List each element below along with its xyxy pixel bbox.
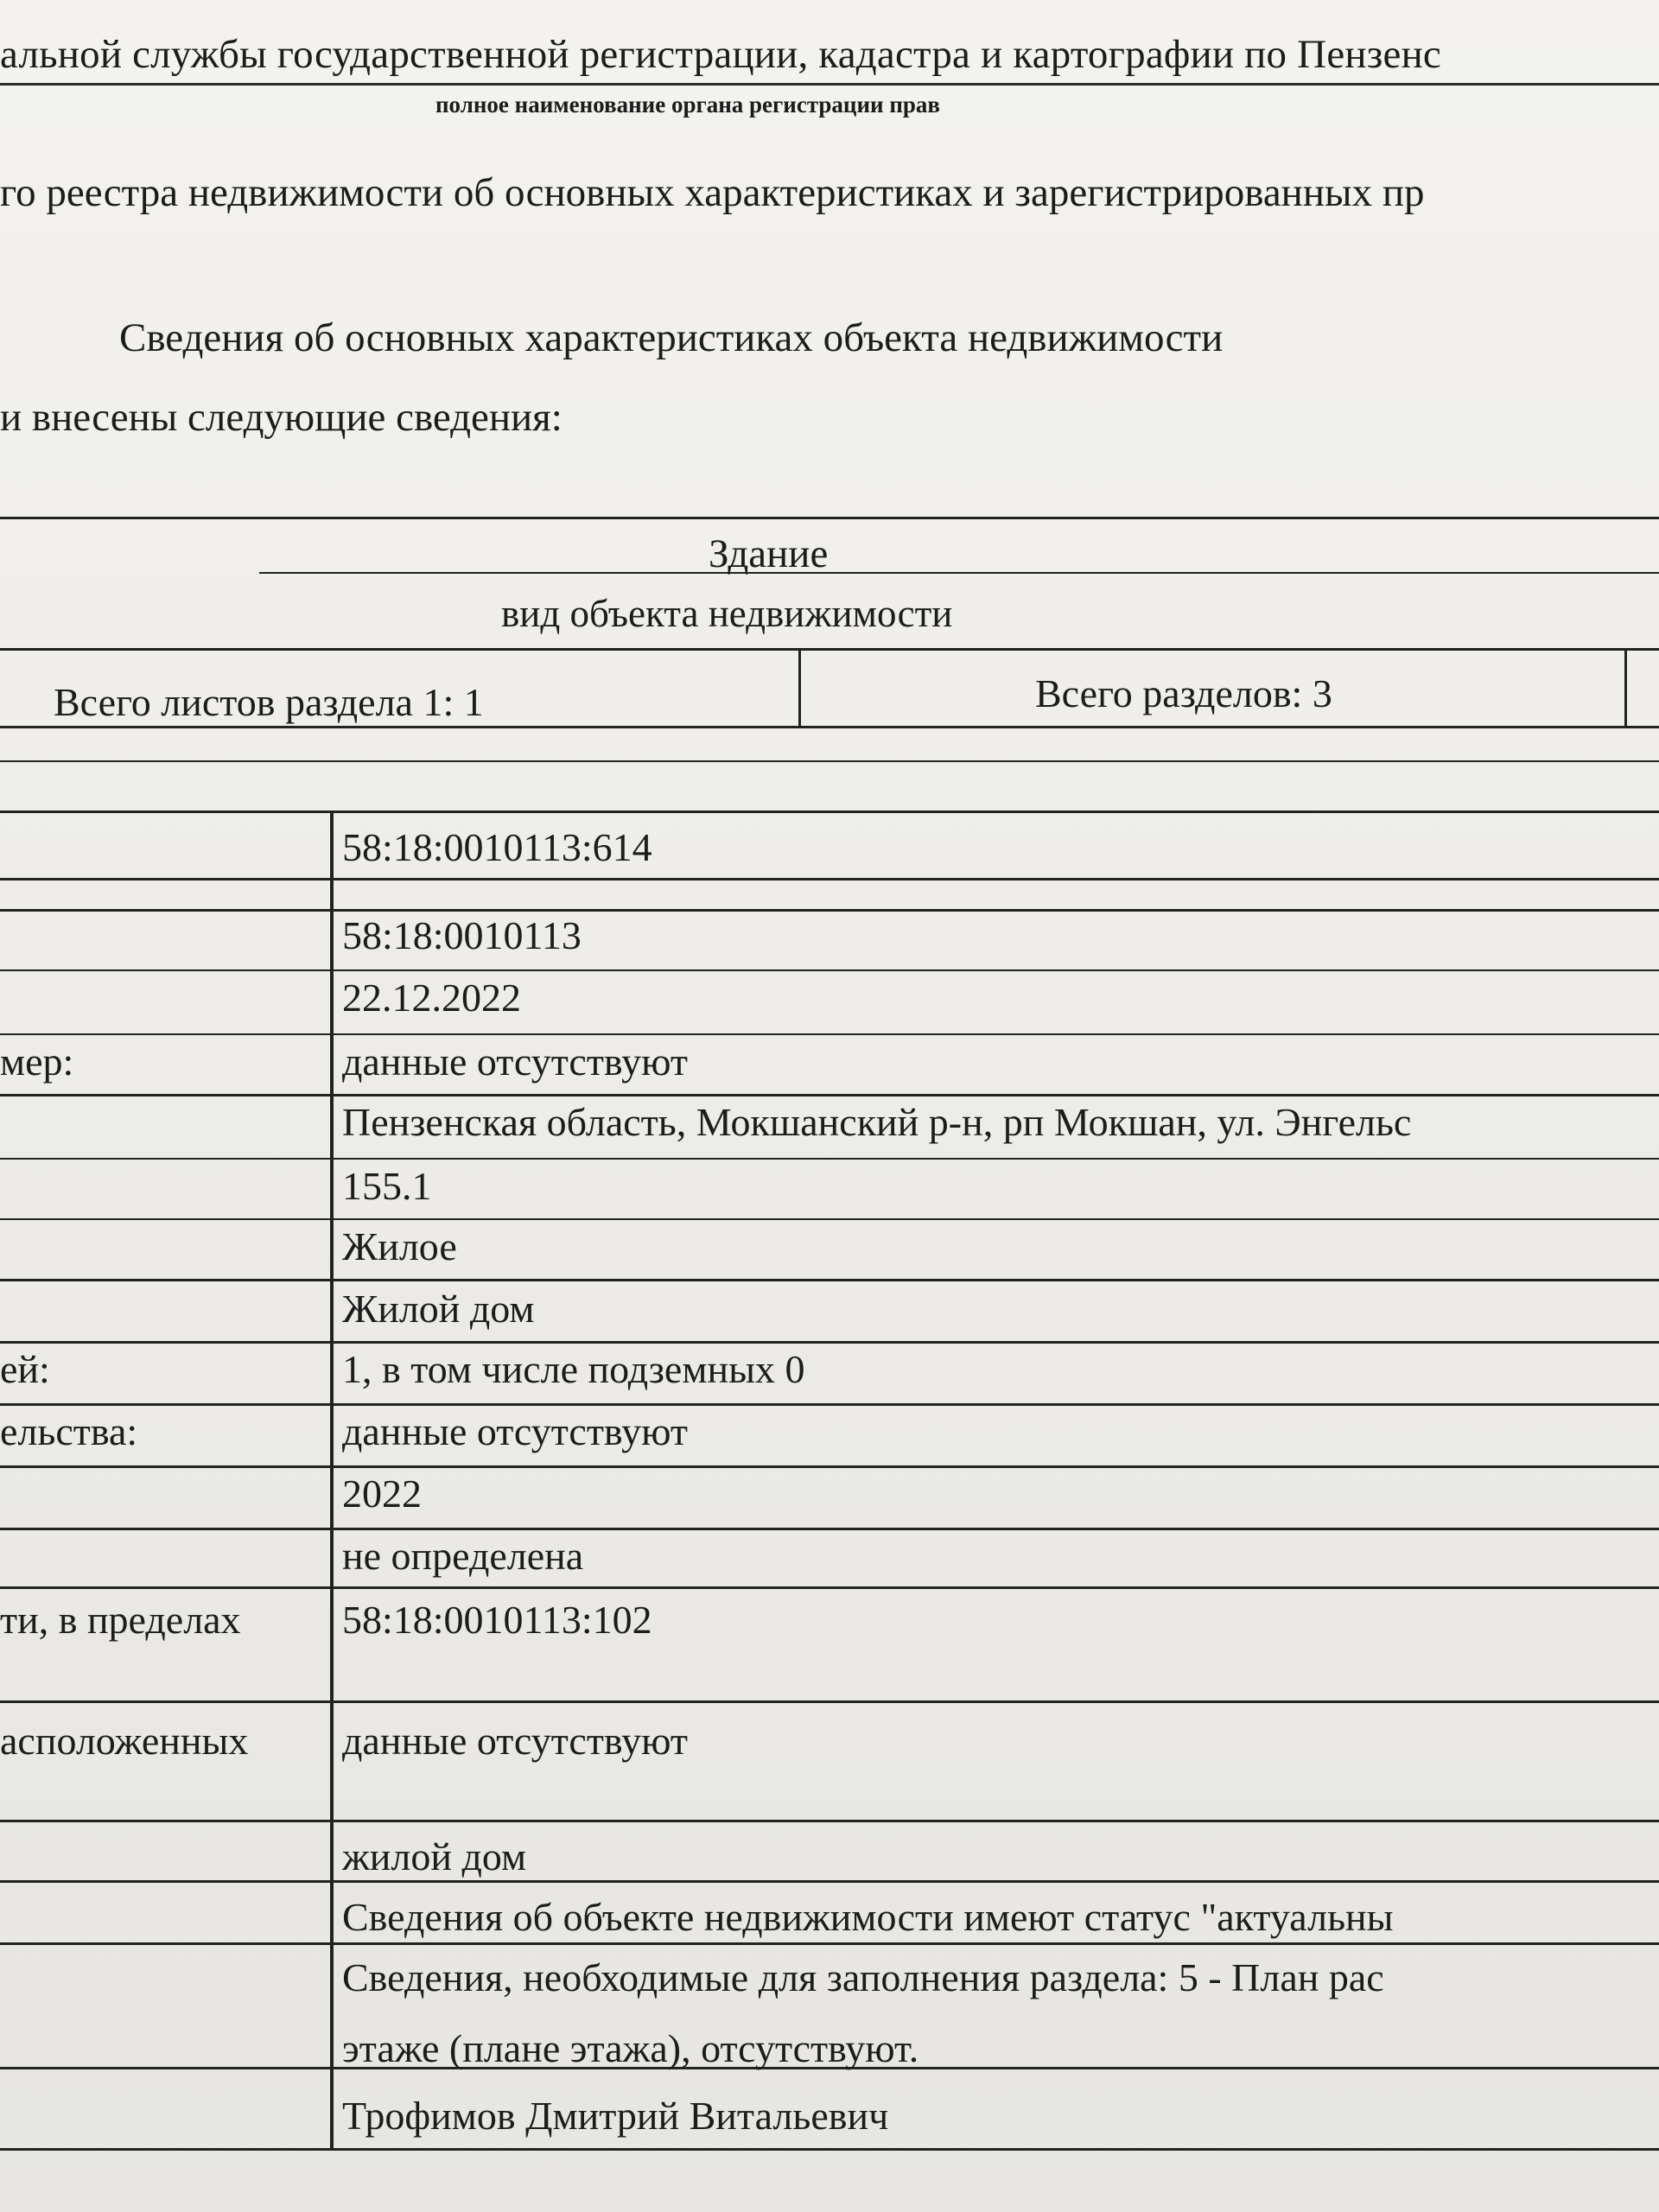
total-sheets: Всего листов раздела 1: 1 [54,680,484,724]
registrar-name: Трофимов Дмитрий Витальевич [342,2094,889,2138]
table-border [259,572,1659,574]
table-border [0,1158,1659,1160]
table-border [0,1465,1659,1468]
object-status: Сведения об объекте недвижимости имеют статус "актуальны [342,1895,1394,1939]
row-label: асположенных [0,1719,249,1763]
row-label: мер: [0,1039,74,1084]
cadastral-quarter: 58:18:0010113 [342,913,582,957]
table-border [798,650,801,728]
previous-number: данные отсутствуют [342,1039,688,1084]
table-border [0,1880,1659,1883]
land-plot-number: 58:18:0010113:102 [342,1598,652,1642]
table-border [0,1279,1659,1281]
table-border [0,1820,1659,1822]
special-notes-line-2: этаже (плане этажа), отсутствуют. [342,2026,919,2070]
object-type-value: Здание [709,531,829,576]
assignment-date: 22.12.2022 [342,976,521,1020]
table-border [0,1341,1659,1344]
table-border [0,517,1659,519]
wall-material: данные отсутствуют [342,1409,688,1453]
registration-authority-name: альной службы государственной регистрации, кадастра и картографии по Пензенс [0,32,1441,77]
building-name: Жилой дом [342,1287,535,1331]
purpose: Жилое [342,1224,457,1268]
row-label: ей: [0,1347,50,1391]
table-border [0,1942,1659,1945]
row-label: ти, в пределах [0,1598,241,1642]
construction-year: 2022 [342,1471,422,1516]
cadastral-number: 58:18:0010113:614 [342,825,652,869]
table-border [0,909,1659,912]
cadastral-value: не определена [342,1534,584,1578]
table-border [0,2148,1659,2151]
authority-underline [0,83,1659,86]
table-border [0,878,1659,880]
special-notes-line-1: Сведения, необходимые для заполнения раздела: 5 - План рас [342,1955,1384,1999]
table-border [0,648,1659,651]
table-border [0,1094,1659,1096]
section-title: Сведения об основных характеристиках объекта недвижимости [119,315,1224,360]
table-border [0,969,1659,971]
table-border [1624,650,1627,728]
row-label: ельства: [0,1409,138,1453]
floor-count: 1, в том числе подземных 0 [342,1347,805,1391]
object-type-caption: вид объекта недвижимости [501,592,953,635]
table-border [0,1033,1659,1035]
area: 155.1 [342,1164,432,1208]
located-objects: данные отсутствуют [342,1719,688,1763]
intro-text: и внесены следующие сведения: [0,395,563,440]
table-border [0,1586,1659,1589]
extract-title: го реестра недвижимости об основных характеристиках и зарегистрированных пр [0,170,1425,215]
table-border [0,1403,1659,1406]
table-border [0,1528,1659,1530]
registration-authority-caption: полное наименование органа регистрации прав [435,92,941,118]
table-border [0,1218,1659,1220]
table-border [0,1700,1659,1703]
address: Пензенская область, Мокшанский р-н, рп Мокшан, ул. Энгельс [342,1100,1412,1144]
permitted-use: жилой дом [342,1834,527,1878]
table-border [0,760,1659,762]
total-sections: Всего разделов: 3 [1035,671,1332,715]
table-border [0,726,1659,728]
table-border [0,810,1659,813]
table-column-divider [330,810,334,2150]
